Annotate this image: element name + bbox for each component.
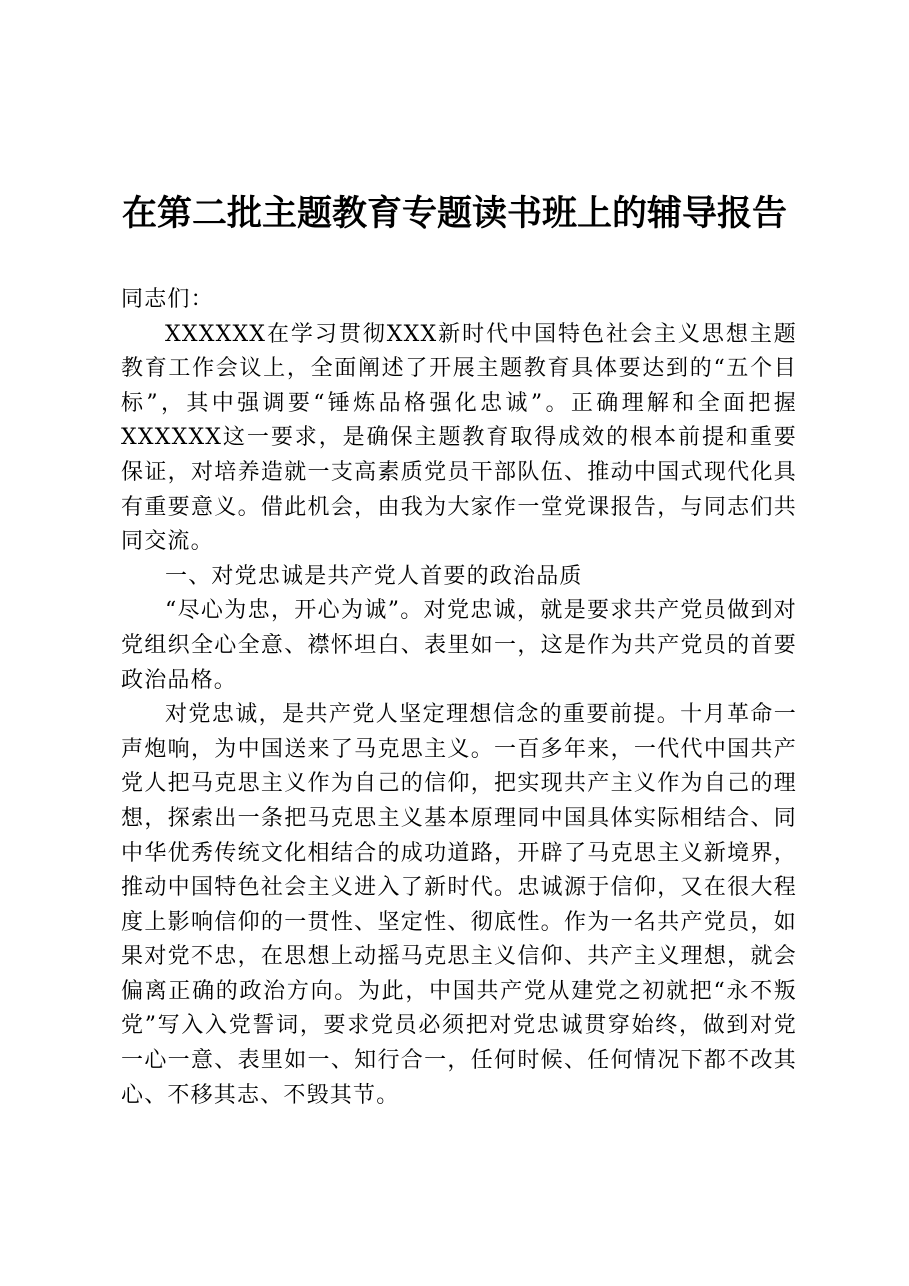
document-title: 在第二批主题教育专题读书班上的辅导报告 xyxy=(121,193,787,234)
document-body xyxy=(121,283,797,1113)
section-heading-1: 一、对党忠诚是共产党人首要的政治品质 xyxy=(165,563,583,589)
paragraph-definition: “尽心为忠，开心为诚”。对党忠诚，就是要求共产党员做到对党组织全心全意、襟怀坦白、表里如一，这是作为共产党员的首要政治品格。 xyxy=(121,598,797,693)
salutation: 同志们： xyxy=(121,287,214,312)
paragraph-premise: 对党忠诚，是共产党人坚定理想信念的重要前提。十月革命一声炮响，为中国送来了马克思主义。一百多年来，一代代中国共产党人把马克思主义作为自己的信仰，把实现共产主义作为自己的理想，探索出一条把马克思主义基本原理同中国具体实际相结合、同中华优秀传统文化相结合的成功道路，开辟了马克思主义新境界，推动中国特色社会主义进入了新时代。忠诚源于信仰，又在很大程度上影响信仰的一贯性、坚定性、彻底性。作为一名共产党员，如果对党不忠，在思想上动摇马克思主义信仰、共产主义理想，就会偏离正确的政治方向。为此，中国共产党从建党之初就把“永不叛党”写入入党誓词，要求党员必须把对党忠诚贯穿始终，做到对党一心一意、表里如一、知行合一，任何时候、任何情况下都不改其心、不移其志、不毁其节。 xyxy=(121,702,797,1108)
paragraph-intro: XXXXXX在学习贯彻XXX新时代中国特色社会主义思想主题教育工作会议上，全面阐述了开展主题教育具体要达到的“五个目标”，其中强调要“锤炼品格强化忠诚”。正确理解和全面把握XXXXXX这一要求，是确保主题教育取得成效的根本前提和重要保证，对培养造就一支高素质党员干部队伍、推动中国式现代化具有重要意义。借此机会，由我为大家作一堂党课报告，与同志们共同交流。 xyxy=(121,321,797,555)
